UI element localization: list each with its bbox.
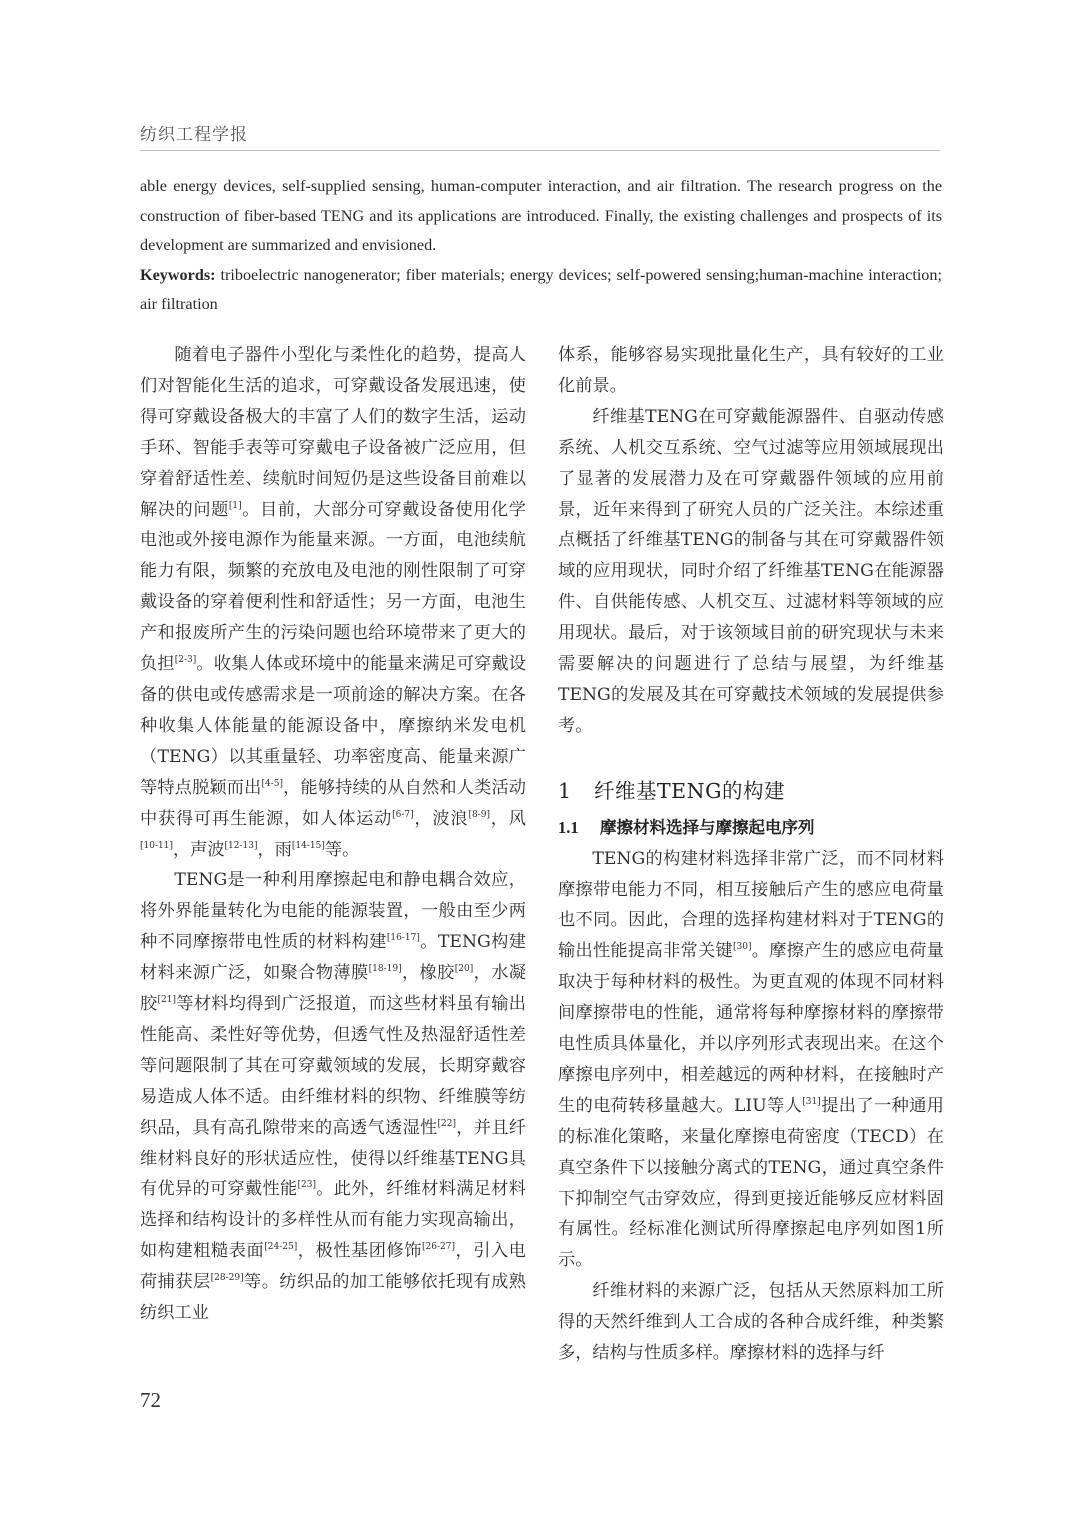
citation: [21] — [157, 995, 176, 1006]
right-column — [558, 340, 944, 1369]
subsection-heading — [558, 813, 944, 844]
citation: [31] — [802, 1096, 821, 1107]
section-title: 纤维基TENG的构建 — [594, 778, 785, 803]
citation: [26-27] — [422, 1242, 455, 1253]
section-number: 1 — [558, 778, 572, 803]
citation: [8-9] — [468, 809, 490, 820]
keywords-text: triboelectric nanogenerator; fiber materials; energy devices; self-powered sensing;human-machine interaction; air filtration — [140, 265, 942, 313]
citation: [20] — [454, 964, 474, 975]
citation: [12-13] — [224, 840, 258, 851]
subsection-number: 1.1 — [558, 817, 579, 837]
citation: [16-17] — [386, 933, 420, 944]
citation: [1] — [228, 500, 242, 511]
subsection-title: 摩擦材料选择与摩擦起电序列 — [600, 817, 815, 837]
citation: [4-5] — [261, 778, 284, 789]
citation: [22] — [437, 1118, 456, 1129]
citation: [10-11] — [140, 840, 173, 851]
keywords-line — [140, 261, 942, 320]
page-number: 72 — [140, 1388, 161, 1412]
citation: [14-15] — [291, 840, 325, 851]
keywords-label: Keywords: — [140, 265, 216, 284]
left-column — [140, 340, 526, 1329]
section-paragraph-2: 纤维材料的来源广泛，包括从天然原料加工所得的天然纤维到人工合成的各种合成纤维，种类繁多，结构与性质多样。摩擦材料的选择与纤 — [558, 1281, 944, 1364]
citation: [6-7] — [392, 809, 414, 820]
citation: [23] — [297, 1180, 316, 1191]
intro-paragraph-3: 纤维基TENG在可穿戴能源器件、自驱动传感系统、人机交互系统、空气过滤等应用领域展现出了显著的发展潜力及在可穿戴器件领域的应用前景，近年来得到了研究人员的广泛关注。本综述重点概括了纤维基TENG的制备与其在可穿戴器件领域的应用现状，同时介绍了纤维基TENG在能源器件、自供能传感、人机交互、过滤材料等领域的应用现状。最后，对于该领域目前的研究现状与未来需要解决的问题进行了总结与展望，为纤维基TENG的发展及其在可穿戴技术领域的发展提供参考。 — [558, 406, 944, 736]
english-abstract — [140, 172, 942, 320]
intro-paragraph-2-continued: 体系，能够容易实现批量化生产，具有较好的工业化前景。 — [558, 345, 944, 396]
citation: [28-29] — [210, 1273, 244, 1284]
citation: [30] — [733, 942, 752, 953]
intro-paragraph-1: 随着电子器件小型化与柔性化的趋势，提高人们对智能化生活的追求，可穿戴设备发展迅速，使得可穿戴设备极大的丰富了人们的数字生活，运动手环、智能手表等可穿戴电子设备被广泛应用，但穿着舒适性差、续航时间短仍是这些设备目前难以解决的问题[1]。目前，大部分可穿戴设备使用化学电池或外接电源作为能量来源。一方面，电池续航能力有限，频繁的充放电及电池的刚性限制了可穿戴设备的穿着便利性和舒适性；另一方面，电池生产和报废所产生的污染问题也给环境带来了更大的负担[2-3]。收集人体或环境中的能量来满足可穿戴设备的供电或传感需求是一项前途的解决方案。在各种收集人体能量的能源设备中，摩擦纳米发电机（TENG）以其重量轻、功率密度高、能量来源广等特点脱颖而出[4-5]，能够持续的从自然和人类活动中获得可再生能源，如人体运动[6-7]，波浪[8-9]，风[10-11]，声波[12-13]，雨[14-15]等。 — [140, 345, 526, 860]
section-paragraph-1: TENG的构建材料选择非常广泛，而不同材料摩擦带电能力不同，相互接触后产生的感应电荷量也不同。因此，合理的选择构建材料对于TENG的输出性能提高非常关键[30]。摩擦产生的感应电荷量取决于每种材料的极性。为更直观的体现不同材料间摩擦带电的性能，通常将每种摩擦材料的摩擦带电性质具体量化，并以序列形式表现出来。在这个摩擦电序列中，相差越远的两种材料，在接触时产生的电荷转移量越大。LIU等人[31]提出了一种通用的标准化策略，来量化摩擦电荷密度（TECD）在真空条件下以接触分离式的TENG，通过真空条件下抑制空气击穿效应，得到更接近能够反应材料固有属性。经标准化测试所得摩擦起电序列如图1所示。 — [558, 848, 944, 1271]
citation: [18-19] — [368, 964, 402, 975]
journal-header: 纺织工程学报 — [140, 125, 248, 145]
abstract-body: able energy devices, self-supplied sensing, human-computer interaction, and air filtration. The research progress on the construction of fiber-based TENG and its applications are introduced. Finally, the existing challenges and prospects of its development are summarized and envisioned. — [140, 177, 942, 254]
header-rule — [140, 150, 940, 151]
citation: [24-25] — [264, 1242, 298, 1253]
section-heading — [558, 776, 944, 807]
intro-paragraph-2: TENG是一种利用摩擦起电和静电耦合效应，将外界能量转化为电能的能源装置，一般由至少两种不同摩擦带电性质的材料构建[16-17]。TENG构建材料来源广泛，如聚合物薄膜[18-19]，橡胶[20]，水凝胶[21]等材料均得到广泛报道，而这些材料虽有输出性能高、柔性好等优势，但透气性及热湿舒适性差等问题限制了其在可穿戴领域的发展，长期穿戴容易造成人体不适。由纤维材料的织物、纤维膜等纺织品，具有高孔隙带来的高透气透湿性[22]，并且纤维材料良好的形状适应性，使得以纤维基TENG具有优异的可穿戴性能[23]。此外，纤维材料满足材料选择和结构设计的多样性从而有能力实现高输出，如构建粗糙表面[24-25]，极性基团修饰[26-27]，引入电荷捕获层[28-29]等。纺织品的加工能够依托现有成熟纺织工业 — [140, 870, 526, 1324]
citation: [2-3] — [174, 655, 197, 666]
